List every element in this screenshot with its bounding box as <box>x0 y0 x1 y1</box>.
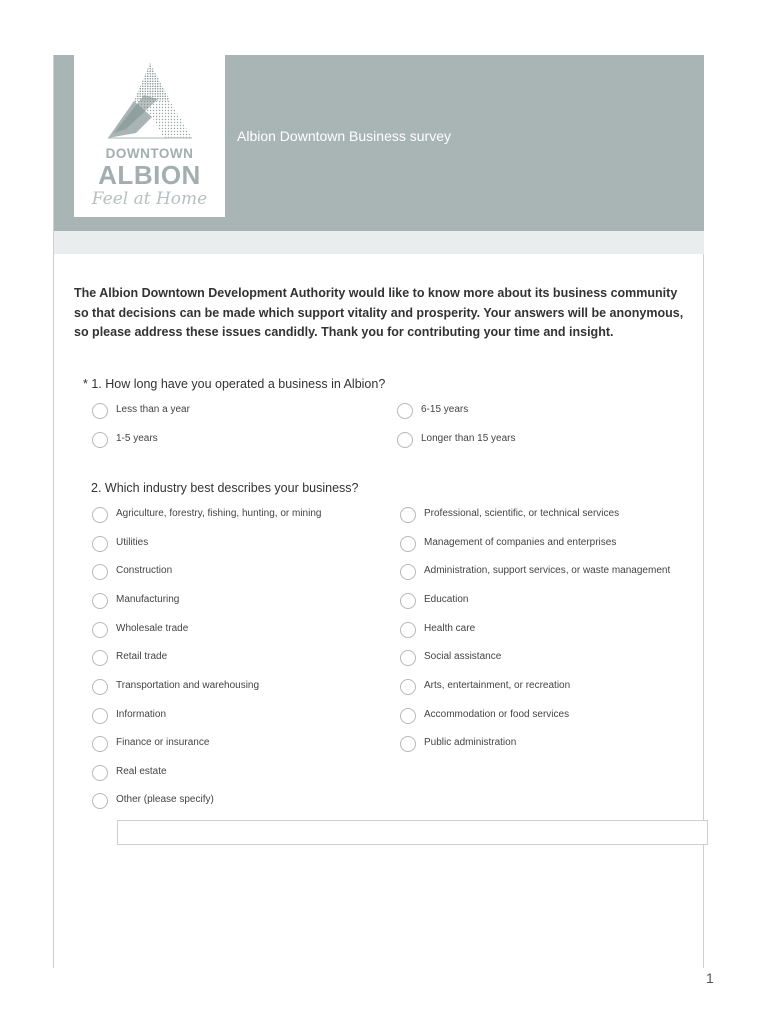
option-label: Arts, entertainment, or recreation <box>424 680 571 691</box>
option-label: Management of companies and enterprises <box>424 537 617 548</box>
option-label: Social assistance <box>424 651 502 662</box>
radio-button[interactable] <box>92 650 108 666</box>
option-label: Information <box>116 709 167 720</box>
radio-button[interactable] <box>92 736 108 752</box>
radio-button[interactable] <box>400 708 416 724</box>
radio-button[interactable] <box>92 708 108 724</box>
option-label: Administration, support services, or waste management <box>424 565 671 576</box>
option-label: 1-5 years <box>116 433 158 444</box>
radio-button[interactable] <box>92 593 108 609</box>
question-2-text: 2. Which industry best describes your business? <box>91 481 359 495</box>
mountain-logo-icon <box>74 55 225 150</box>
downtown-albion-logo <box>74 55 225 217</box>
radio-button[interactable] <box>92 564 108 580</box>
other-specify-input[interactable] <box>117 820 708 845</box>
option-label: Health care <box>424 623 476 634</box>
option-label: Finance or insurance <box>116 737 210 748</box>
radio-button[interactable] <box>400 622 416 638</box>
option-label: Construction <box>116 565 173 576</box>
radio-button[interactable] <box>400 564 416 580</box>
logo-text-downtown: DOWNTOWN <box>105 146 194 161</box>
radio-button[interactable] <box>92 507 108 523</box>
option-label: Other (please specify) <box>116 794 214 805</box>
logo-text-albion: ALBION <box>98 160 201 190</box>
radio-button[interactable] <box>400 593 416 609</box>
option-label: Utilities <box>116 537 149 548</box>
radio-button[interactable] <box>92 536 108 552</box>
page-number: 1 <box>706 970 714 986</box>
option-label: Wholesale trade <box>116 623 189 634</box>
option-label: Less than a year <box>116 404 190 415</box>
radio-button[interactable] <box>400 679 416 695</box>
option-label: Transportation and warehousing <box>116 680 260 691</box>
logo-tagline: Feel at Home <box>91 189 208 209</box>
radio-button[interactable] <box>92 432 108 448</box>
radio-button[interactable] <box>397 432 413 448</box>
option-label: Professional, scientific, or technical services <box>424 508 620 519</box>
option-label: Agriculture, forestry, fishing, hunting, or mining <box>116 508 322 519</box>
radio-button[interactable] <box>397 403 413 419</box>
option-label: Accommodation or food services <box>424 709 570 720</box>
radio-button[interactable] <box>400 536 416 552</box>
option-label: Public administration <box>424 737 517 748</box>
radio-button[interactable] <box>92 793 108 809</box>
option-label: Longer than 15 years <box>421 433 516 444</box>
option-label: Education <box>424 594 469 605</box>
radio-button[interactable] <box>92 679 108 695</box>
option-label: 6-15 years <box>421 404 469 415</box>
radio-button[interactable] <box>92 765 108 781</box>
survey-title: Albion Downtown Business survey <box>237 128 451 144</box>
radio-button[interactable] <box>92 622 108 638</box>
radio-button[interactable] <box>400 736 416 752</box>
radio-button[interactable] <box>400 507 416 523</box>
option-label: Real estate <box>116 766 167 777</box>
radio-button[interactable] <box>400 650 416 666</box>
option-label: Manufacturing <box>116 594 180 605</box>
sub-header-band <box>54 231 704 254</box>
intro-paragraph: The Albion Downtown Development Authority would like to know more about its business community so that decisions can be made which support vitality and prosperity. Your answers will be anonymous, so please address these issues candidly. Thank you for contributing your time and insight. <box>74 286 684 339</box>
radio-button[interactable] <box>92 403 108 419</box>
option-label: Retail trade <box>116 651 168 662</box>
question-1-text: * 1. How long have you operated a business in Albion? <box>83 377 386 391</box>
